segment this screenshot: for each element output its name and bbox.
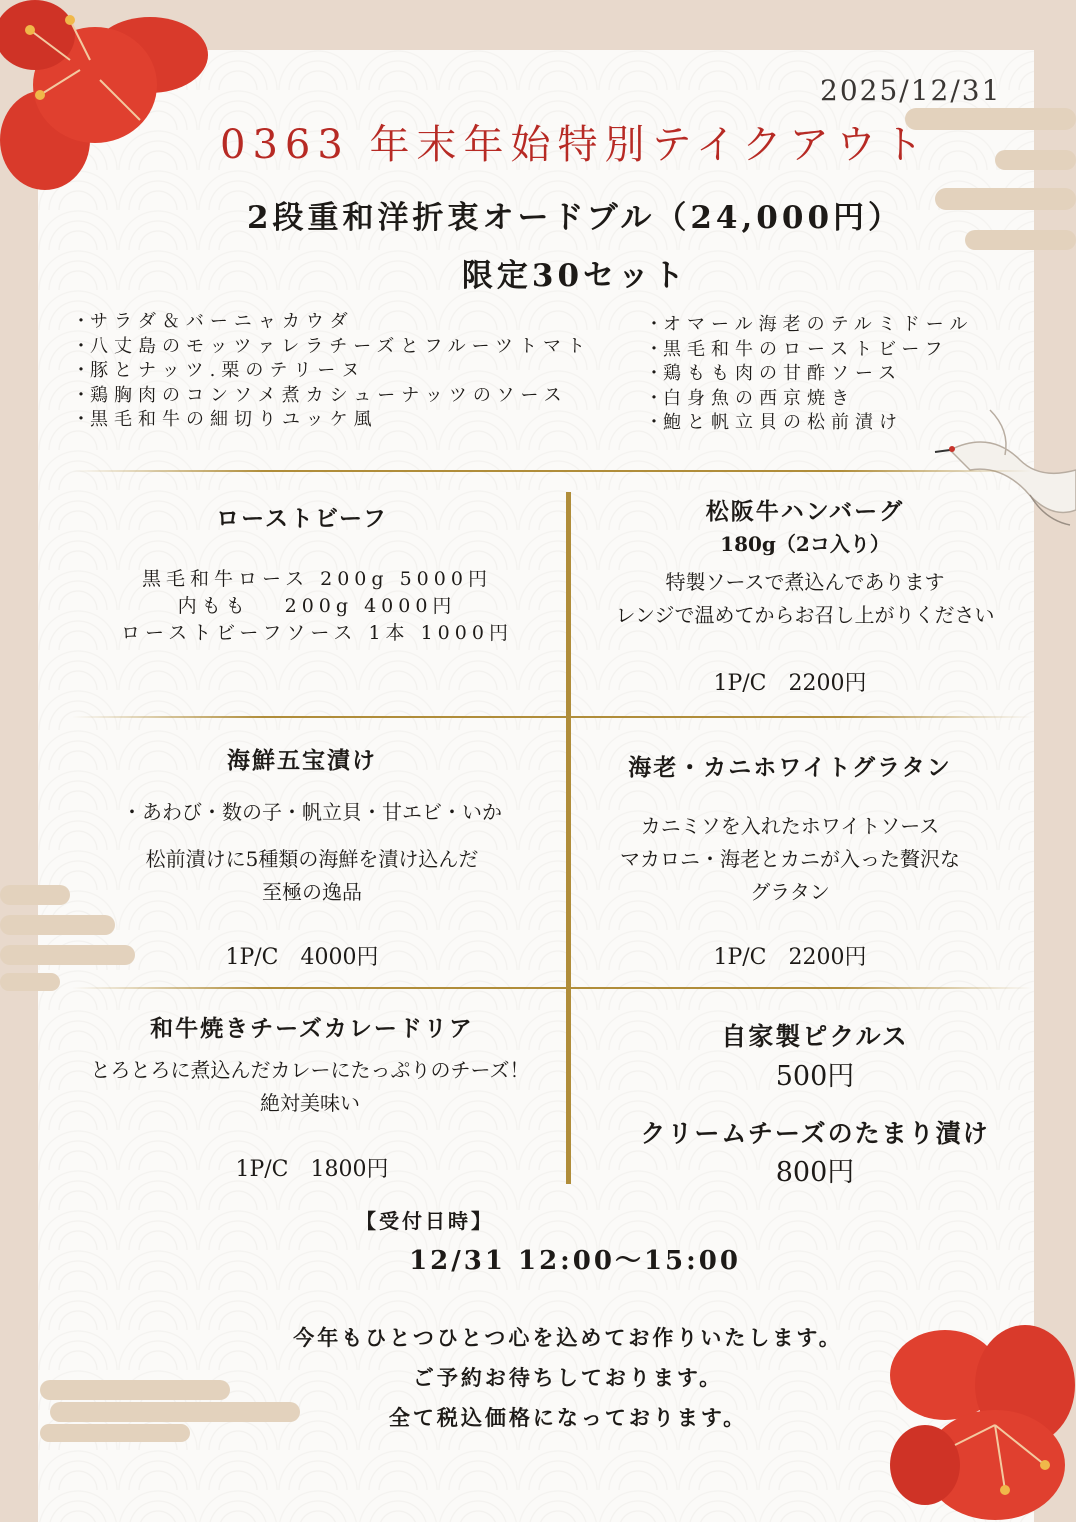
list-item: ・ 黒毛和牛のローストビーフ <box>645 338 1045 363</box>
pickles-title: 自家製ピクルス <box>721 1022 909 1051</box>
price-line: 内もも 200g 4000円 <box>177 595 457 617</box>
divider-middle <box>72 716 1032 718</box>
gratin-price: 1P/C 2200円 <box>713 945 867 970</box>
closing-line: ご予約お待ちしております。 <box>412 1365 724 1390</box>
hamburg-title: 松阪牛ハンバーグ <box>705 498 905 525</box>
doria-description <box>50 1054 570 1120</box>
page-title: 0363 年末年始特別テイクアウト <box>220 122 930 168</box>
divider-bottom <box>72 987 1032 989</box>
closing-line: 全て税込価格になっております。 <box>388 1405 748 1430</box>
description-line: グラタン <box>750 880 830 904</box>
list-item: ・ 鶏胸肉のコンソメ煮カシューナッツのソース <box>72 384 652 409</box>
gratin-description <box>580 810 1000 909</box>
osechi-title: 2段重和洋折衷オードブル（24,000円） <box>246 200 904 236</box>
doria-title: 和牛焼きチーズカレードリア <box>150 1015 474 1042</box>
description-line: 特製ソースで煮込んであります <box>665 570 945 594</box>
divider-top <box>72 470 1032 472</box>
kaisen-ingredients: ・あわび・数の子・帆立貝・甘エビ・いか <box>122 800 502 824</box>
list-item: ・ 黒毛和牛の細切りユッケ風 <box>72 408 652 433</box>
kaisen-description <box>72 843 552 909</box>
list-item: ・ 鶏もも肉の甘酢ソース <box>645 362 1045 387</box>
list-item: ・ 鮑と帆立貝の松前漬け <box>645 411 1045 436</box>
doria-price: 1P/C 1800円 <box>235 1157 389 1182</box>
reception-label: 【受付日時】 <box>356 1209 494 1233</box>
description-line: 松前漬けに5種類の海鮮を漬け込んだ <box>145 847 479 871</box>
osechi-limit: 限定30セット <box>461 258 689 294</box>
description-line: とろとろに煮込んだカレーにたっぷりのチーズ！ <box>90 1058 530 1082</box>
price-line: 黒毛和牛ロース 200g 5000円 <box>142 568 492 590</box>
pickles-price: 500円 <box>775 1061 855 1092</box>
hamburg-subtitle: 180g（2コ入り） <box>720 532 890 556</box>
list-item: ・ オマール海老のテルミドール <box>645 313 1045 338</box>
description-line: 絶対美味い <box>260 1091 360 1115</box>
closing-line: 今年もひとつひとつ心を込めてお作りいたします。 <box>293 1325 843 1350</box>
roast-beef-title: ローストビーフ <box>216 505 388 532</box>
kaisen-price: 1P/C 4000円 <box>225 945 379 970</box>
hamburg-description <box>575 566 1035 632</box>
hamburg-price: 1P/C 2200円 <box>713 671 867 696</box>
kaisen-title: 海鮮五宝漬け <box>227 747 377 774</box>
closing-message <box>0 1318 1076 1438</box>
cream-cheese-title: クリームチーズのたまり漬け <box>640 1119 990 1148</box>
price-line: ローストビーフソース 1本 1000円 <box>121 622 513 644</box>
issue-date: 2025/12/31 <box>820 74 1002 107</box>
cream-cheese-price: 800円 <box>775 1157 855 1188</box>
description-line: レンジで温めてからお召し上がりください <box>615 603 995 627</box>
gratin-title: 海老・カニホワイトグラタン <box>628 754 952 781</box>
description-line: カニミソを入れたホワイトソース <box>640 814 940 838</box>
description-line: マカロニ・海老とカニが入った贅沢な <box>620 847 960 871</box>
description-line: 至極の逸品 <box>262 880 362 904</box>
osechi-items-left <box>72 310 652 433</box>
list-item: ・ 八丈島のモッツァレラチーズとフルーツトマト <box>72 335 652 360</box>
list-item: ・ 白身魚の西京焼き <box>645 387 1045 412</box>
roast-beef-prices <box>72 566 562 647</box>
list-item: ・ 豚とナッツ.栗のテリーヌ <box>72 359 652 384</box>
reception-time: 12/31 12:00～15:00 <box>409 1246 741 1276</box>
list-item: ・ サラダ＆バーニャカウダ <box>72 310 652 335</box>
osechi-items-right <box>645 313 1045 436</box>
